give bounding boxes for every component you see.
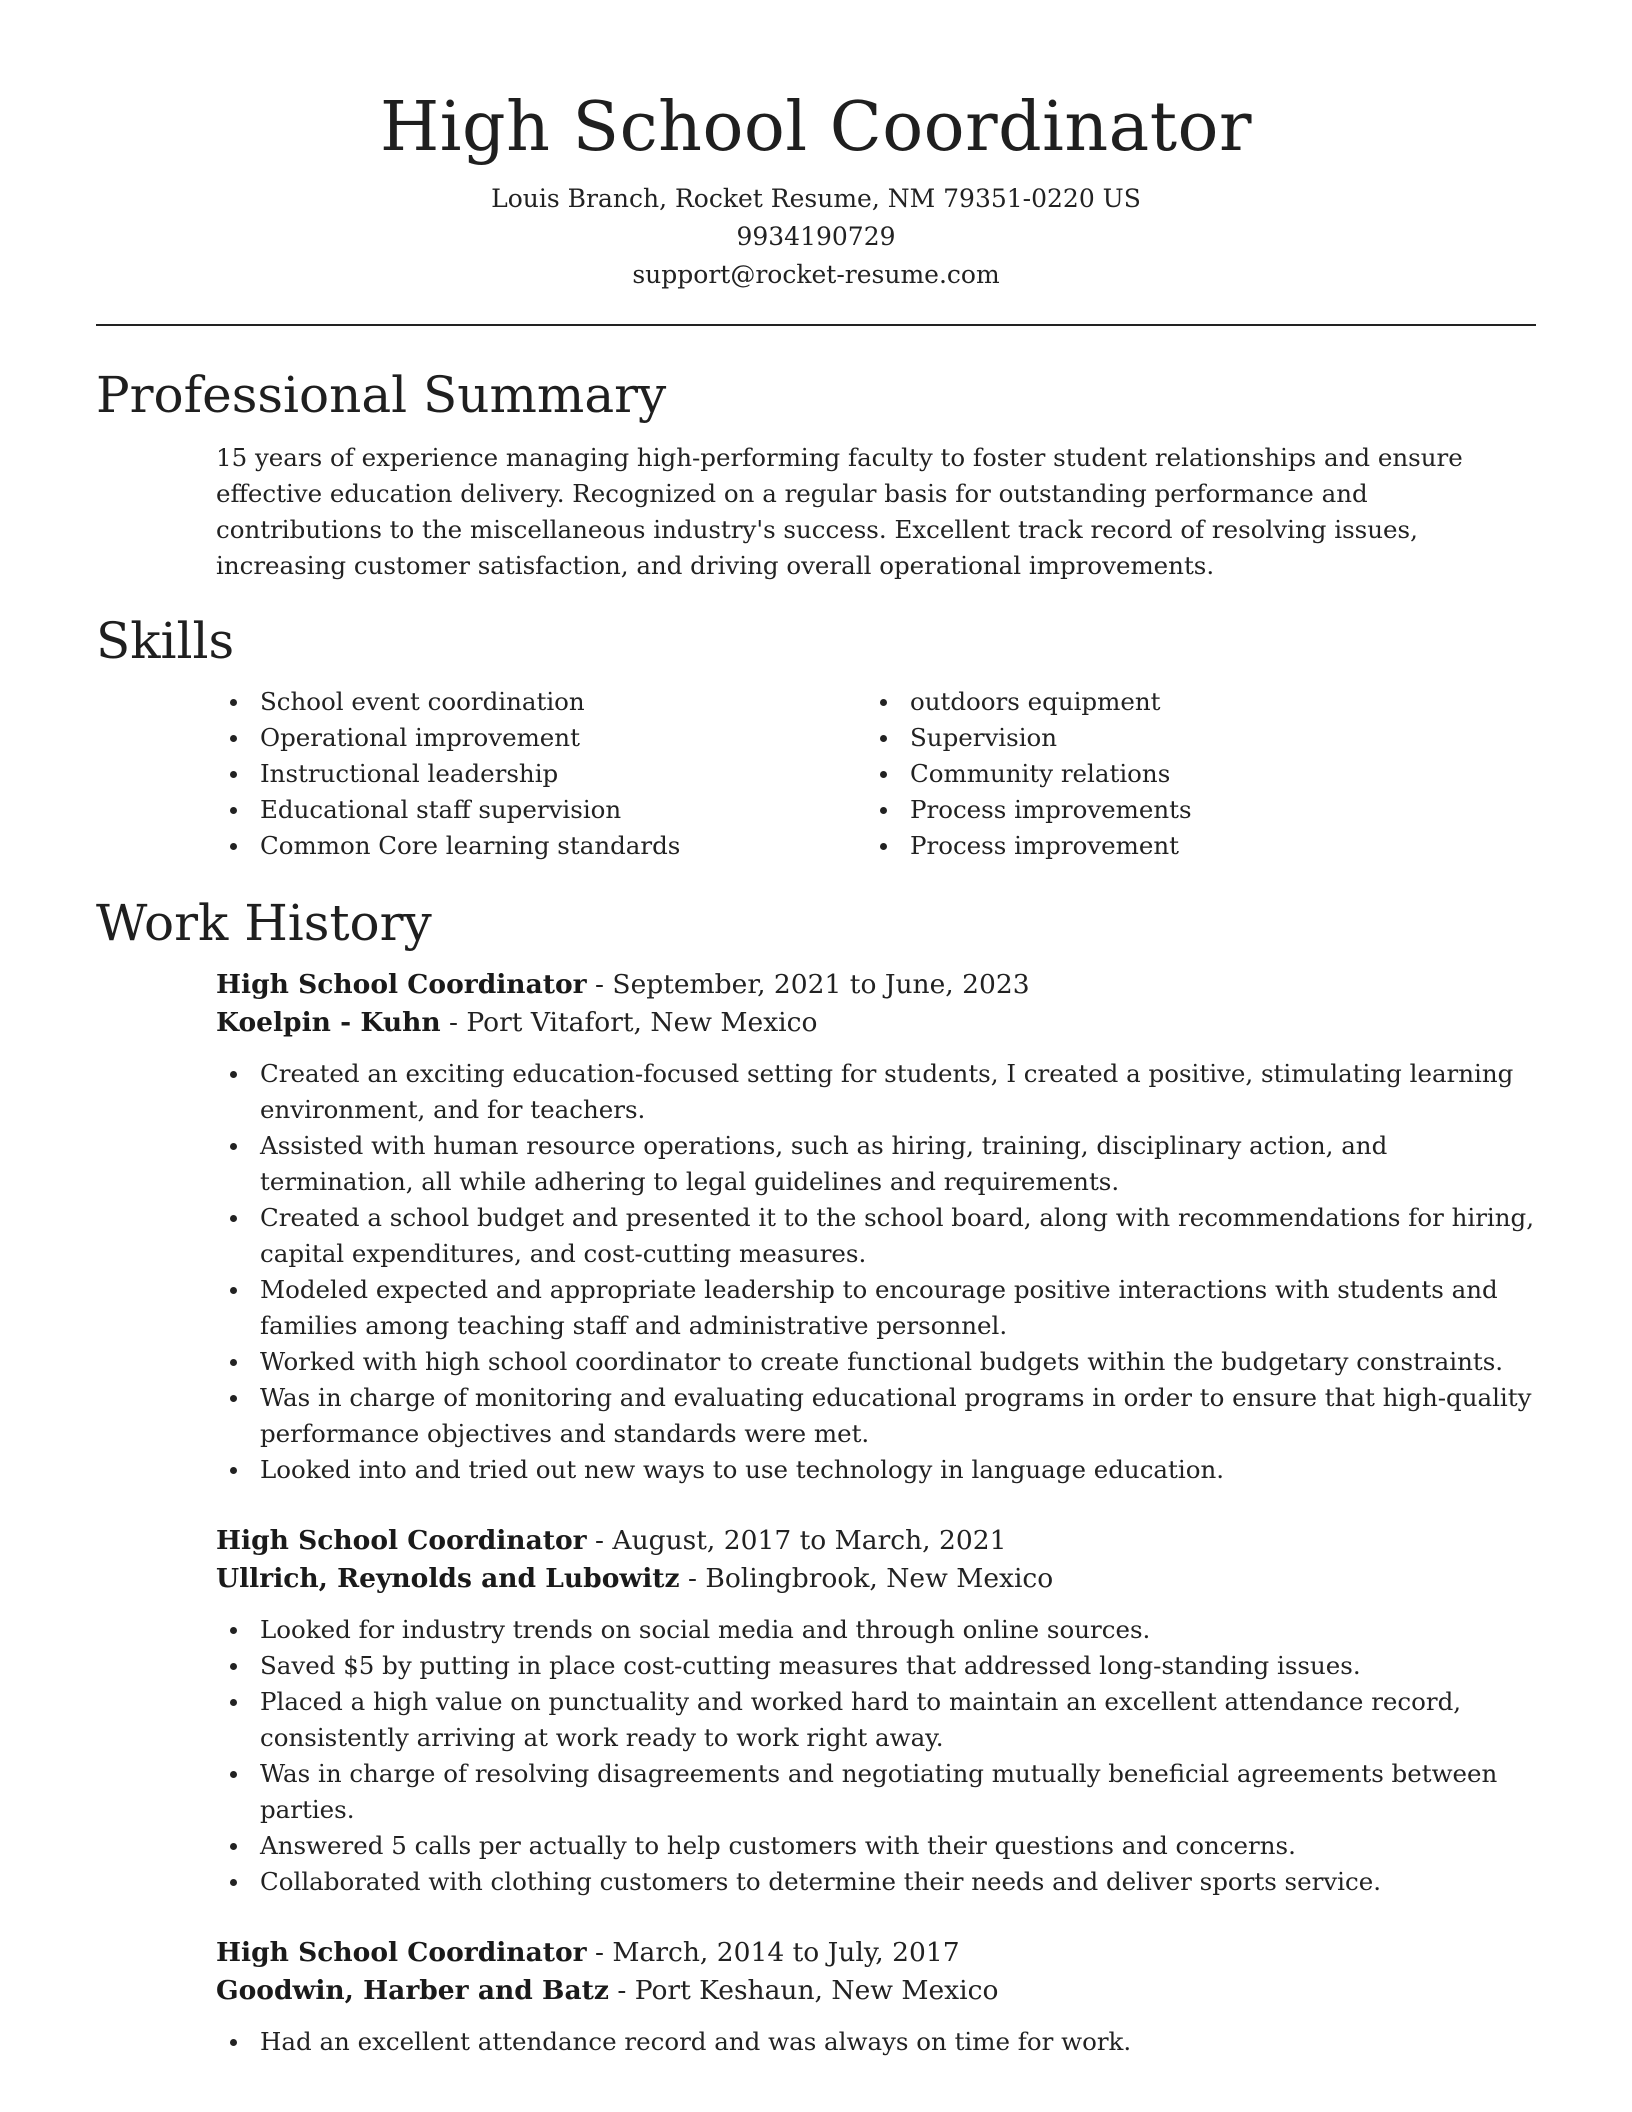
summary-text: 15 years of experience managing high-performing faculty to foster student relationships and ensure effective education delivery. Recognized on a regular basis for outstanding performance and contributions to the miscellaneous industry's success. Excellent track record of resolving issues, increasing customer satisfaction, and driving overall operational improvements. bbox=[216, 443, 1463, 580]
job-title-line bbox=[216, 1522, 1536, 1560]
job-title: High School Coordinator bbox=[216, 1937, 587, 1968]
skill-item: Supervision bbox=[866, 720, 1516, 756]
skill-item: Common Core learning standards bbox=[216, 828, 866, 864]
job-bullet: Looked for industry trends on social media and through online sources. bbox=[216, 1612, 1536, 1648]
resume-page bbox=[96, 80, 1536, 2060]
job-company-line bbox=[216, 1560, 1536, 1598]
skill-item: Operational improvement bbox=[216, 720, 866, 756]
work-history-heading: Work History bbox=[96, 894, 432, 952]
job-bullet: Created an exciting education-focused setting for students, I created a positive, stimulating learning environment, and for teachers. bbox=[216, 1056, 1536, 1128]
job-title-line bbox=[216, 966, 1536, 1004]
job-bullet: Placed a high value on punctuality and worked hard to maintain an excellent attendance record, consistently arriving at work ready to work right away. bbox=[216, 1684, 1536, 1756]
job-title-line bbox=[216, 1934, 1536, 1972]
skills-column-right bbox=[866, 684, 1516, 864]
job-dates: - August, 2017 to March, 2021 bbox=[586, 1525, 1007, 1556]
resume-header bbox=[96, 80, 1536, 294]
skill-item: Instructional leadership bbox=[216, 756, 866, 792]
skill-item: outdoors equipment bbox=[866, 684, 1516, 720]
job-bullet: Answered 5 calls per actually to help customers with their questions and concerns. bbox=[216, 1828, 1536, 1864]
skill-item: Community relations bbox=[866, 756, 1516, 792]
job-company-line bbox=[216, 1972, 1536, 2010]
job-location: - Bolingbrook, New Mexico bbox=[679, 1563, 1054, 1594]
job-title: High School Coordinator bbox=[216, 969, 587, 1000]
job-bullets bbox=[216, 1056, 1536, 1488]
resume-name: High School Coordinator bbox=[380, 88, 1252, 167]
contact-block bbox=[96, 180, 1536, 294]
job-bullet: Saved $5 by putting in place cost-cutting measures that addressed long-standing issues. bbox=[216, 1648, 1536, 1684]
job-company: Koelpin - Kuhn bbox=[216, 1007, 441, 1038]
job-bullet: Was in charge of monitoring and evaluating educational programs in order to ensure that high-quality performance objectives and standards were met. bbox=[216, 1380, 1536, 1452]
job-company: Ullrich, Reynolds and Lubowitz bbox=[216, 1563, 680, 1594]
job-company-line bbox=[216, 1004, 1536, 1042]
contact-email: support@rocket-resume.com bbox=[632, 260, 1000, 289]
job-entry bbox=[216, 1934, 1536, 2060]
skill-item: Process improvement bbox=[866, 828, 1516, 864]
header-divider bbox=[96, 324, 1536, 326]
job-bullet: Had an excellent attendance record and was always on time for work. bbox=[216, 2024, 1536, 2060]
job-bullet: Collaborated with clothing customers to determine their needs and deliver sports service. bbox=[216, 1864, 1536, 1900]
skills-column-left bbox=[216, 684, 866, 864]
job-dates: - March, 2014 to July, 2017 bbox=[586, 1937, 960, 1968]
job-entry bbox=[216, 966, 1536, 1488]
summary-heading: Professional Summary bbox=[96, 366, 667, 424]
job-company: Goodwin, Harber and Batz bbox=[216, 1975, 609, 2006]
skills-heading: Skills bbox=[96, 612, 235, 670]
job-bullet: Modeled expected and appropriate leadership to encourage positive interactions with students and families among teaching staff and administrative personnel. bbox=[216, 1272, 1536, 1344]
skill-item: Process improvements bbox=[866, 792, 1516, 828]
job-location: - Port Keshaun, New Mexico bbox=[608, 1975, 999, 2006]
skills-grid bbox=[216, 684, 1536, 864]
job-title: High School Coordinator bbox=[216, 1525, 587, 1556]
job-bullet: Worked with high school coordinator to create functional budgets within the budgetary constraints. bbox=[216, 1344, 1536, 1380]
job-bullets bbox=[216, 1612, 1536, 1900]
skill-item: Educational staff supervision bbox=[216, 792, 866, 828]
contact-address: Louis Branch, Rocket Resume, NM 79351-0220 US bbox=[491, 184, 1141, 213]
contact-phone: 9934190729 bbox=[736, 222, 896, 251]
job-entry bbox=[216, 1522, 1536, 1900]
job-bullet: Created a school budget and presented it to the school board, along with recommendations for hiring, capital expenditures, and cost-cutting measures. bbox=[216, 1200, 1536, 1272]
job-location: - Port Vitafort, New Mexico bbox=[440, 1007, 818, 1038]
job-bullet: Looked into and tried out new ways to use technology in language education. bbox=[216, 1452, 1536, 1488]
job-bullet: Assisted with human resource operations, such as hiring, training, disciplinary action, and termination, all while adhering to legal guidelines and requirements. bbox=[216, 1128, 1536, 1200]
skill-item: School event coordination bbox=[216, 684, 866, 720]
job-bullet: Was in charge of resolving disagreements and negotiating mutually beneficial agreements between parties. bbox=[216, 1756, 1536, 1828]
job-dates: - September, 2021 to June, 2023 bbox=[586, 969, 1030, 1000]
job-bullets bbox=[216, 2024, 1536, 2060]
